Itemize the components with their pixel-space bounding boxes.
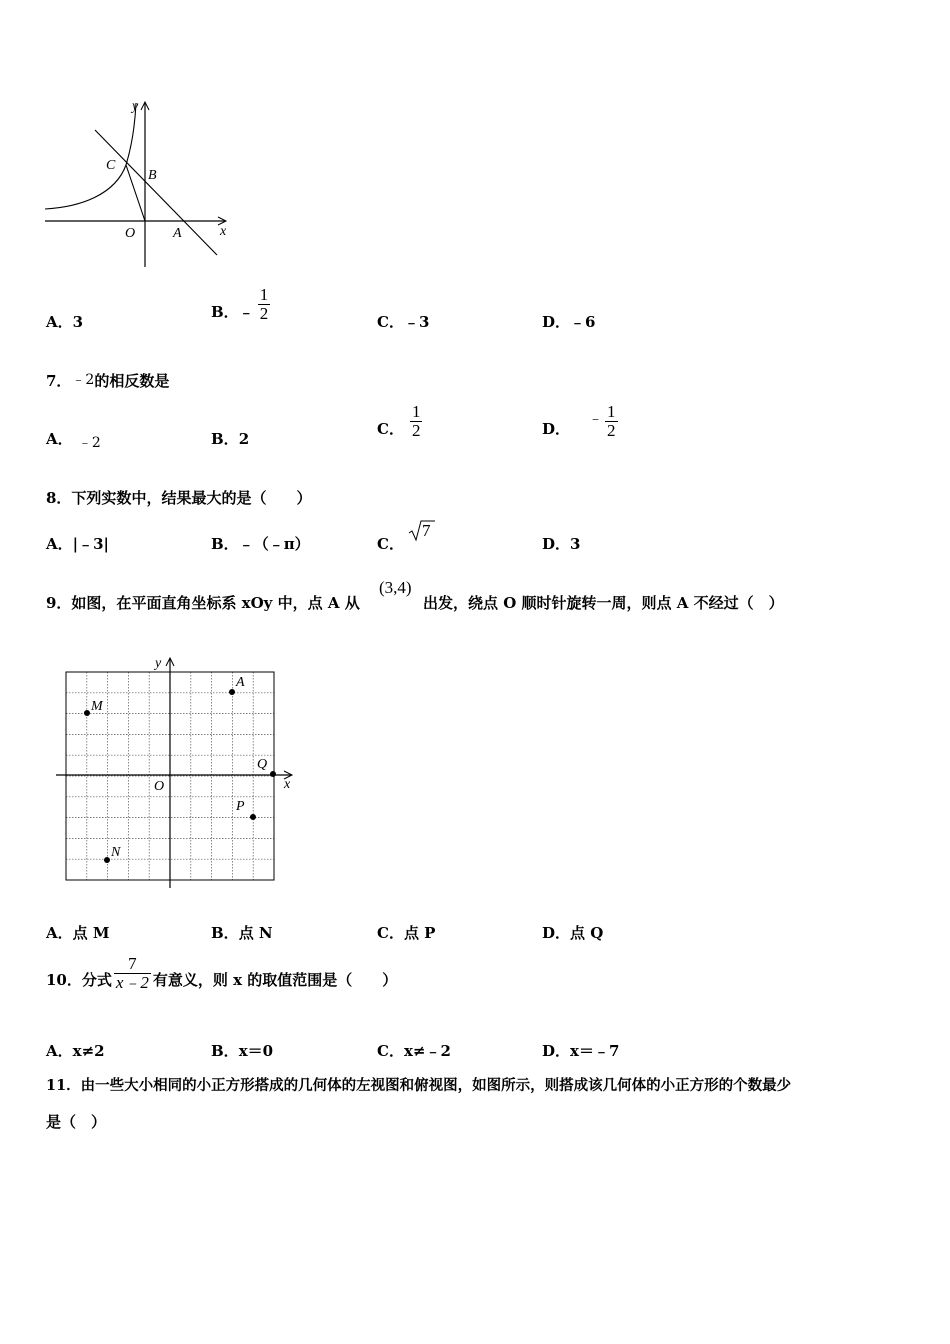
q10-option-b[interactable]: B．x＝0 — [211, 1042, 274, 1060]
q11-stem-line1: 11．由一些大小相同的小正方形搭成的几何体的左视图和俯视图，如图所示，则搭成该几何体的小正方形的个数最少 — [46, 1077, 792, 1094]
q7-option-a[interactable]: A． ﹣2 — [46, 430, 101, 451]
q9-point-p — [250, 814, 256, 820]
q9-label-n: N — [111, 845, 121, 860]
q9-label-p: P — [236, 799, 245, 814]
q9-label-x: x — [284, 777, 291, 792]
q7-option-b[interactable]: B．2 — [211, 430, 250, 448]
q8-option-d[interactable]: D．3 — [542, 535, 581, 553]
q9-label-y: y — [155, 656, 162, 671]
q6-segment-oc — [126, 165, 145, 221]
q9-graph — [50, 650, 300, 895]
q10-option-c[interactable]: C．x≠﹣2 — [377, 1042, 451, 1060]
q9-stem: 9．如图，在平面直角坐标系 xOy 中，点 A 从 — [46, 594, 360, 612]
q9-point-q — [270, 771, 276, 777]
q6-line — [95, 130, 217, 255]
q6-label-o: O — [125, 226, 136, 241]
q8-option-c-radicand: 7 — [422, 521, 431, 540]
q8-option-c-sqrt — [408, 519, 436, 547]
q6-label-x: x — [220, 224, 227, 239]
q6-option-d[interactable]: D．﹣6 — [542, 313, 596, 331]
q7-option-c[interactable]: C． $\frac{1}{2}$ — [377, 402, 421, 440]
q9-label-q: Q — [257, 757, 268, 772]
q9-point: (3,4) — [379, 578, 412, 597]
q9-option-d[interactable]: D．点 Q — [542, 924, 604, 942]
q6-hyperbola — [45, 103, 136, 209]
q9-stem-after: 出发，绕点 O 顺时针旋转一周，则点 A 不经过（ ） — [423, 594, 784, 612]
q8-stem: 8．下列实数中，结果最大的是（ ） — [46, 489, 312, 507]
q6-label-a: A — [173, 226, 182, 241]
q9-option-b[interactable]: B．点 N — [211, 924, 273, 942]
q9-option-a[interactable]: A．点 M — [46, 924, 110, 942]
q6-option-a[interactable]: A．3 — [46, 313, 84, 331]
q7-stem: 7．﹣2的相反数是 — [46, 372, 170, 390]
q6-label-b: B — [148, 168, 157, 183]
q6-label-c: C — [106, 158, 116, 173]
q9-option-c[interactable]: C．点 P — [377, 924, 436, 942]
q9-label-a: A — [236, 675, 245, 690]
q9-point-m — [84, 710, 90, 716]
q8-option-b[interactable]: B．﹣（﹣π） — [211, 535, 310, 553]
q8-option-a[interactable]: A．|﹣3| — [46, 535, 109, 553]
q11-stem-line2: 是（ ） — [46, 1113, 107, 1131]
q9-point-a — [229, 689, 235, 695]
q10-option-a[interactable]: A．x≠2 — [46, 1042, 105, 1060]
q6-label-y: y — [132, 99, 139, 114]
q7-option-d[interactable]: D． ﹣ $\frac{1}{2}$ — [542, 402, 616, 440]
q6-option-b[interactable]: B． ﹣ $\frac{1}{2}$ — [211, 285, 269, 323]
q6-option-c[interactable]: C．﹣3 — [377, 313, 430, 331]
q10-stem: 10．分式 $\frac{7}{x﹣2}$ 有意义，则 x 的取值范围是（ ） — [46, 954, 398, 992]
q9-label-o: O — [154, 779, 165, 794]
q10-option-d[interactable]: D．x＝﹣7 — [542, 1042, 620, 1060]
q9-point-n — [104, 857, 110, 863]
q8-option-c[interactable]: C． — [377, 535, 404, 553]
q9-label-m: M — [91, 699, 103, 714]
q6-graph — [40, 95, 240, 275]
